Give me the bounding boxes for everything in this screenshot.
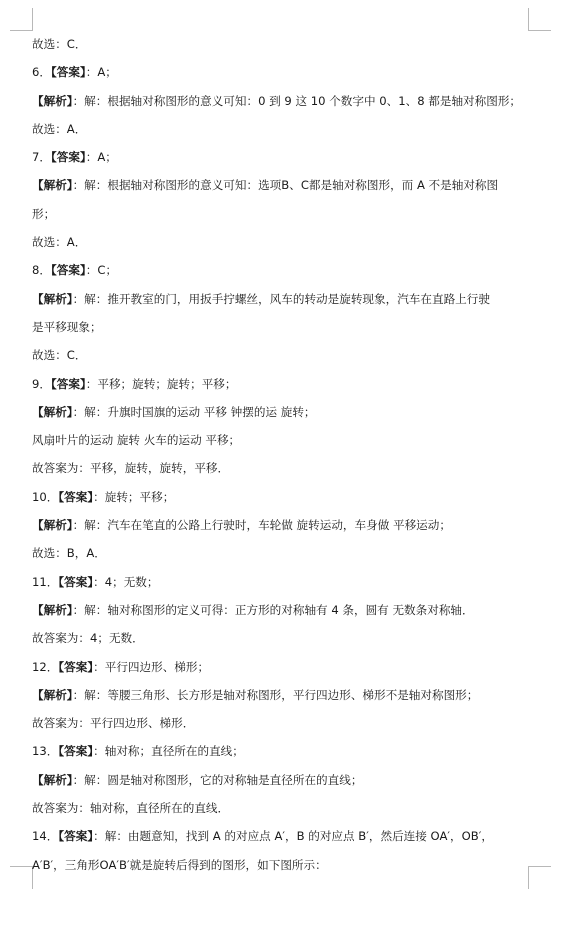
- text-run: ：A；: [85, 65, 117, 80]
- label-bracket: 【解析】: [32, 178, 73, 193]
- text-run: 故答案为：轴对称，直径所在的直线．: [32, 801, 230, 816]
- text-line: [32, 483, 532, 511]
- label-bracket: 【答案】: [58, 574, 94, 589]
- text-line: [32, 143, 532, 171]
- text-run: 故选：C．: [32, 348, 87, 363]
- text-line: [32, 87, 532, 115]
- text-run: 故选：A．: [32, 121, 87, 136]
- crop-mark-top-left: [10, 8, 33, 31]
- text-run: 7．: [32, 150, 51, 165]
- text-run: 故选：A．: [32, 235, 87, 250]
- text-run: ：轴对称；直径所在的直线；: [93, 744, 244, 759]
- text-line: [32, 511, 532, 539]
- label-bracket: 【解析】: [32, 518, 73, 533]
- text-run: 6．: [32, 65, 51, 80]
- text-run: 风扇叶片的运动 旋转 火车的运动 平移；: [32, 433, 241, 448]
- text-run: 故答案为：平移，旋转，旋转，平移．: [32, 461, 230, 476]
- text-run: 故选：B，A．: [32, 546, 106, 561]
- label-bracket: 【解析】: [32, 687, 73, 702]
- text-line: [32, 596, 532, 624]
- text-run: 形；: [32, 206, 56, 221]
- label-bracket: 【解析】: [32, 602, 73, 617]
- text-run: 11．: [32, 574, 59, 589]
- text-run: 13．: [32, 744, 59, 759]
- text-line: [32, 539, 532, 567]
- text-line: [32, 115, 532, 143]
- text-run: ：解：升旗时国旗的运动 平移 钟摆的运 旋转；: [72, 404, 316, 419]
- text-line: [32, 171, 532, 199]
- text-run: ：解：等腰三角形、长方形是轴对称图形，平行四边形、梯形不是轴对称图形；: [72, 687, 479, 702]
- label-bracket: 【答案】: [50, 376, 86, 391]
- text-line: [32, 58, 532, 86]
- text-line: [32, 766, 532, 794]
- text-line: [32, 398, 532, 426]
- text-run: ：平行四边形、梯形；: [93, 659, 210, 674]
- document-body: [32, 30, 532, 879]
- text-line: [32, 822, 532, 850]
- text-run: 是平移现象；: [32, 319, 102, 334]
- text-line: [32, 200, 532, 228]
- text-run: 8．: [32, 263, 51, 278]
- text-run: ：A；: [85, 150, 117, 165]
- text-line: [32, 794, 532, 822]
- text-run: ：解：根据轴对称图形的意义可知：0 到 9 这 10 个数字中 0、1、8 都是轴对称图形；: [72, 93, 522, 108]
- text-line: [32, 681, 532, 709]
- text-run: A′B′，三角形OA′B′就是旋转后得到的图形，如下图所示：: [32, 857, 327, 872]
- label-bracket: 【答案】: [50, 150, 86, 165]
- text-line: [32, 256, 532, 284]
- text-run: ：4；无数；: [93, 574, 159, 589]
- label-bracket: 【解析】: [32, 291, 73, 306]
- label-bracket: 【答案】: [58, 489, 94, 504]
- text-run: ：解：汽车在笔直的公路上行驶时，车轮做 旋转运动，车身做 平移运动；: [72, 518, 451, 533]
- text-line: [32, 568, 532, 596]
- label-bracket: 【答案】: [50, 65, 86, 80]
- text-run: ：解：根据轴对称图形的意义可知：选项B、C都是轴对称图形，而 A 不是轴对称图: [72, 178, 499, 193]
- text-line: [32, 285, 532, 313]
- label-bracket: 【答案】: [58, 744, 94, 759]
- label-bracket: 【解析】: [32, 93, 73, 108]
- text-line: [32, 370, 532, 398]
- text-run: 14．: [32, 829, 59, 844]
- text-line: [32, 653, 532, 681]
- text-line: [32, 228, 532, 256]
- text-line: [32, 624, 532, 652]
- label-bracket: 【解析】: [32, 772, 73, 787]
- text-run: ：平移；旋转；旋转；平移；: [85, 376, 237, 391]
- text-line: [32, 709, 532, 737]
- text-run: ：旋转；平移；: [93, 489, 175, 504]
- text-run: ：解：推开教室的门，用扳手拧螺丝，风车的转动是旋转现象，汽车在直路上行驶: [72, 291, 490, 306]
- text-line: [32, 30, 532, 58]
- text-line: [32, 454, 532, 482]
- text-line: [32, 851, 532, 879]
- label-bracket: 【解析】: [32, 404, 73, 419]
- text-run: 9．: [32, 376, 51, 391]
- label-bracket: 【答案】: [50, 263, 86, 278]
- text-run: 故答案为：4；无数．: [32, 631, 144, 646]
- text-run: ：解：由题意知，找到 A 的对应点 A′，B 的对应点 B′，然后连接 OA′，OB′，: [93, 829, 493, 844]
- text-run: 12．: [32, 659, 59, 674]
- text-line: [32, 313, 532, 341]
- crop-mark-bottom-left: [10, 866, 33, 889]
- text-line: [32, 737, 532, 765]
- label-bracket: 【答案】: [58, 829, 94, 844]
- text-run: ：C；: [85, 263, 118, 278]
- text-run: 10．: [32, 489, 59, 504]
- text-run: 故选：C．: [32, 37, 87, 51]
- text-run: ：解：圆是轴对称图形，它的对称轴是直径所在的直线；: [72, 772, 363, 787]
- text-line: [32, 426, 532, 454]
- text-line: [32, 341, 532, 369]
- text-run: 故答案为：平行四边形、梯形．: [32, 716, 195, 731]
- label-bracket: 【答案】: [58, 659, 94, 674]
- text-run: ：解：轴对称图形的定义可得：正方形的对称轴有 4 条，圆有 无数条对称轴．: [72, 602, 474, 617]
- crop-mark-top-right: [528, 8, 551, 31]
